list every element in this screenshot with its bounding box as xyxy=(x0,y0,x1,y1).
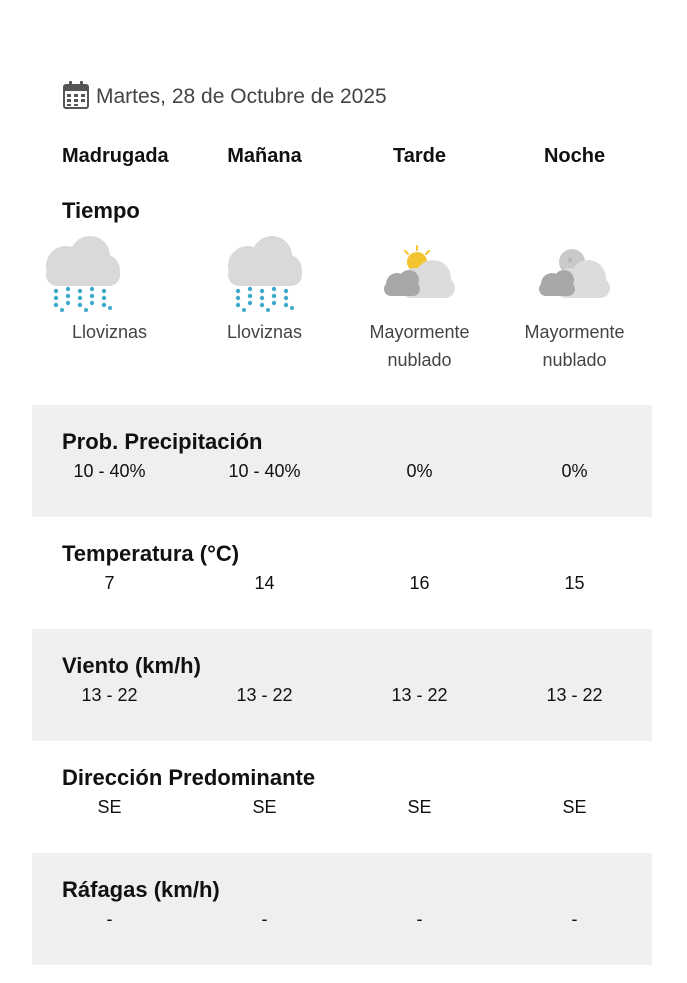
precipitation-value: 0% xyxy=(561,461,588,481)
precipitation-value: 0% xyxy=(406,461,433,481)
weather-icon-row xyxy=(32,234,652,321)
precipitation-title: Prob. Precipitación xyxy=(62,429,263,454)
precipitation-row xyxy=(32,405,652,517)
gusts-value: - xyxy=(571,909,578,929)
precipitation-value: 10 - 40% xyxy=(73,461,146,481)
weather-description: Lloviznas xyxy=(226,322,303,342)
drizzle-icon xyxy=(220,234,310,316)
wind-direction-value: SE xyxy=(407,797,432,817)
temperature-value: 7 xyxy=(104,573,115,593)
drizzle-icon xyxy=(38,234,128,316)
wind-value: 13 - 22 xyxy=(236,685,293,705)
wind-value: 13 - 22 xyxy=(546,685,603,705)
wind-title: Viento (km/h) xyxy=(62,653,201,678)
wind-direction-value: SE xyxy=(97,797,122,817)
weather-title: Tiempo xyxy=(62,198,140,223)
weather-description: Mayormente nublado xyxy=(524,322,625,370)
wind-direction-value: SE xyxy=(252,797,277,817)
period-label: Noche xyxy=(543,145,606,167)
temperature-row xyxy=(32,517,652,629)
period-label: Tarde xyxy=(393,145,446,167)
weather-description: Lloviznas xyxy=(71,322,148,342)
partly-cloudy-day-icon xyxy=(375,234,465,316)
wind-direction-value: SE xyxy=(562,797,587,817)
gusts-value: - xyxy=(261,909,268,929)
date-header xyxy=(62,80,387,114)
temperature-title: Temperatura (°C) xyxy=(62,541,240,566)
wind-direction-row xyxy=(32,741,652,853)
temperature-value: 14 xyxy=(254,573,275,593)
precipitation-value: 10 - 40% xyxy=(228,461,301,481)
gusts-row xyxy=(32,853,652,965)
period-header-row xyxy=(32,145,652,168)
weather-description-row xyxy=(32,318,652,374)
period-label: Mañana xyxy=(227,145,302,167)
wind-row xyxy=(32,629,652,741)
gusts-value: - xyxy=(416,909,423,929)
wind-direction-title: Dirección Predominante xyxy=(62,765,316,790)
wind-value: 13 - 22 xyxy=(391,685,448,705)
wind-value: 13 - 22 xyxy=(81,685,138,705)
temperature-value: 16 xyxy=(409,573,430,593)
temperature-value: 15 xyxy=(564,573,585,593)
calendar-icon xyxy=(62,80,90,115)
gusts-value: - xyxy=(106,909,113,929)
weather-description: Mayormente nublado xyxy=(369,322,470,370)
partly-cloudy-night-icon xyxy=(530,234,620,316)
date-label: Martes, 28 de Octubre de 2025 xyxy=(96,85,387,108)
gusts-title: Ráfagas (km/h) xyxy=(62,877,220,902)
period-label: Madrugada xyxy=(62,145,169,167)
